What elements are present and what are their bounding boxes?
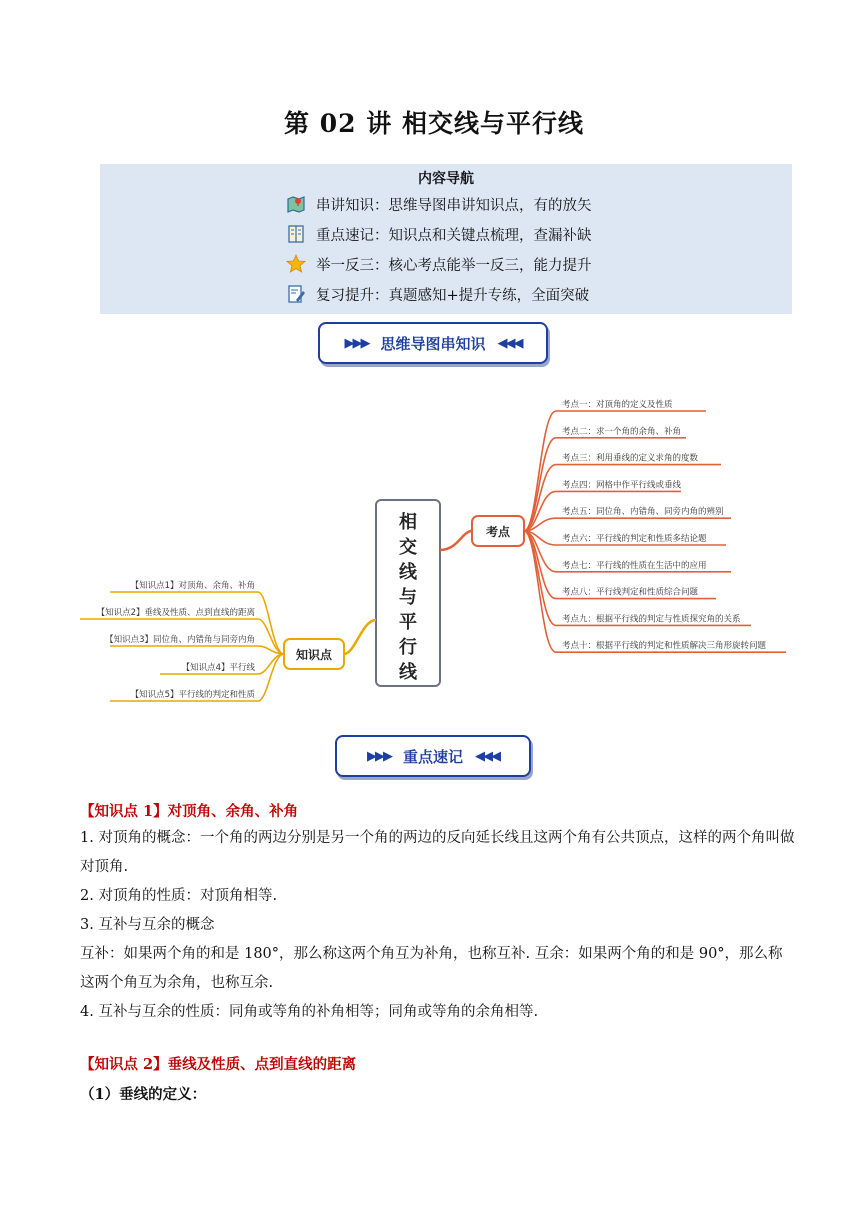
center-node-char: 平 bbox=[399, 612, 417, 633]
book-icon bbox=[286, 224, 306, 244]
nav-item-keypoints bbox=[286, 222, 592, 246]
knowledge-point-label: 【知识点5】平行线的判定和性质 bbox=[130, 690, 255, 700]
nav-item-practice bbox=[286, 252, 592, 276]
section-heading-2: 【知识点 2】垂线及性质、点到直线的距离 bbox=[80, 1056, 357, 1073]
nav-item-text: 复习提升：真题感知+提升专练，全面突破 bbox=[316, 287, 590, 304]
paragraph: 互补：如果两个角的和是 180°，那么称这两个角互为补角，也称互补. 互余：如果两个角的和是 90°，那么称这两个角互为余角，也称互余. bbox=[80, 946, 783, 991]
left-arrows-icon: ◀◀◀ bbox=[475, 748, 499, 764]
exam-branch-line bbox=[524, 465, 721, 531]
banner-text: 思维导图串知识 bbox=[380, 334, 486, 353]
star-icon bbox=[286, 254, 306, 274]
paragraph: 4. 互补与互余的性质：同角或等角的补角相等；同角或等角的余角相等. bbox=[80, 1004, 539, 1020]
content-navigation bbox=[100, 164, 792, 314]
paragraph: 3. 互补与互余的概念 bbox=[80, 917, 215, 933]
mind-map bbox=[0, 375, 868, 735]
nav-heading: 内容导航 bbox=[418, 171, 474, 187]
knowledge-branch-line bbox=[110, 646, 284, 654]
left-arrows-icon: ◀◀◀ bbox=[497, 335, 522, 351]
center-node-char: 行 bbox=[399, 637, 417, 658]
center-node-char: 线 bbox=[399, 662, 417, 683]
nav-item-text: 重点速记：知识点和关键点梳理，查漏补缺 bbox=[316, 227, 592, 244]
nav-item-improve bbox=[286, 282, 589, 306]
exam-point-label: 考点九：根据平行线的判定与性质探究角的关系 bbox=[562, 614, 741, 625]
center-node-char: 线 bbox=[399, 562, 417, 583]
mindmap-banner bbox=[318, 322, 548, 364]
paragraph: 1. 对顶角的概念：一个角的两边分别是另一个角的两边的反向延长线且这两个角有公共顶点，这样的两个角叫做对顶角. bbox=[80, 830, 795, 875]
page-title: 第 02 讲 相交线与平行线 bbox=[284, 109, 584, 138]
pencil-note-icon bbox=[286, 284, 306, 304]
paragraph: 2. 对顶角的性质：对顶角相等. bbox=[80, 888, 278, 904]
right-arrows-icon: ▶▶▶ bbox=[344, 335, 369, 351]
knowledge-point-label: 【知识点1】对顶角、余角、补角 bbox=[130, 581, 255, 591]
nav-item-review bbox=[286, 192, 592, 216]
knowledge-points-node-label: 知识点 bbox=[295, 648, 333, 662]
banner-text: 重点速记 bbox=[402, 747, 463, 766]
exam-branch-line bbox=[524, 518, 731, 531]
right-arrows-icon: ▶▶▶ bbox=[366, 748, 391, 764]
exam-point-label: 考点三：利用垂线的定义求角的度数 bbox=[562, 453, 699, 464]
exam-point-label: 考点七：平行线的性质在生活中的应用 bbox=[562, 560, 707, 571]
exam-point-label: 考点十：根据平行线的判定和性质解决三角形旋转问题 bbox=[562, 641, 767, 652]
map-icon bbox=[286, 194, 306, 214]
center-node-char: 交 bbox=[399, 537, 417, 558]
exam-points-node-label: 考点 bbox=[485, 525, 511, 539]
exam-point-label: 考点二：求一个角的余角、补角 bbox=[562, 426, 682, 437]
center-node-char: 相 bbox=[399, 512, 417, 533]
exam-point-label: 考点四：网格中作平行线或垂线 bbox=[562, 480, 682, 491]
center-node-char: 与 bbox=[399, 587, 417, 608]
exam-point-label: 考点六：平行线的判定和性质多结论题 bbox=[562, 534, 707, 544]
exam-point-label: 考点八：平行线判定和性质综合问题 bbox=[562, 587, 699, 598]
nav-item-text: 举一反三：核心考点能举一反三，能力提升 bbox=[316, 257, 592, 274]
keypoints-banner bbox=[335, 735, 531, 777]
nav-item-text: 串讲知识：思维导图串讲知识点，有的放矢 bbox=[316, 197, 592, 214]
subheading: （1）垂线的定义： bbox=[80, 1086, 207, 1103]
knowledge-point-label: 【知识点3】同位角、内错角与同旁内角 bbox=[105, 635, 255, 645]
knowledge-point-label: 【知识点4】平行线 bbox=[181, 663, 255, 673]
exam-point-label: 考点五：同位角、内错角、同旁内角的辨别 bbox=[562, 507, 724, 518]
section-heading-1: 【知识点 1】对顶角、余角、补角 bbox=[80, 803, 299, 820]
exam-point-label: 考点一：对顶角的定义及性质 bbox=[562, 400, 673, 410]
knowledge-point-label: 【知识点2】垂线及性质、点到直线的距离 bbox=[96, 608, 255, 618]
